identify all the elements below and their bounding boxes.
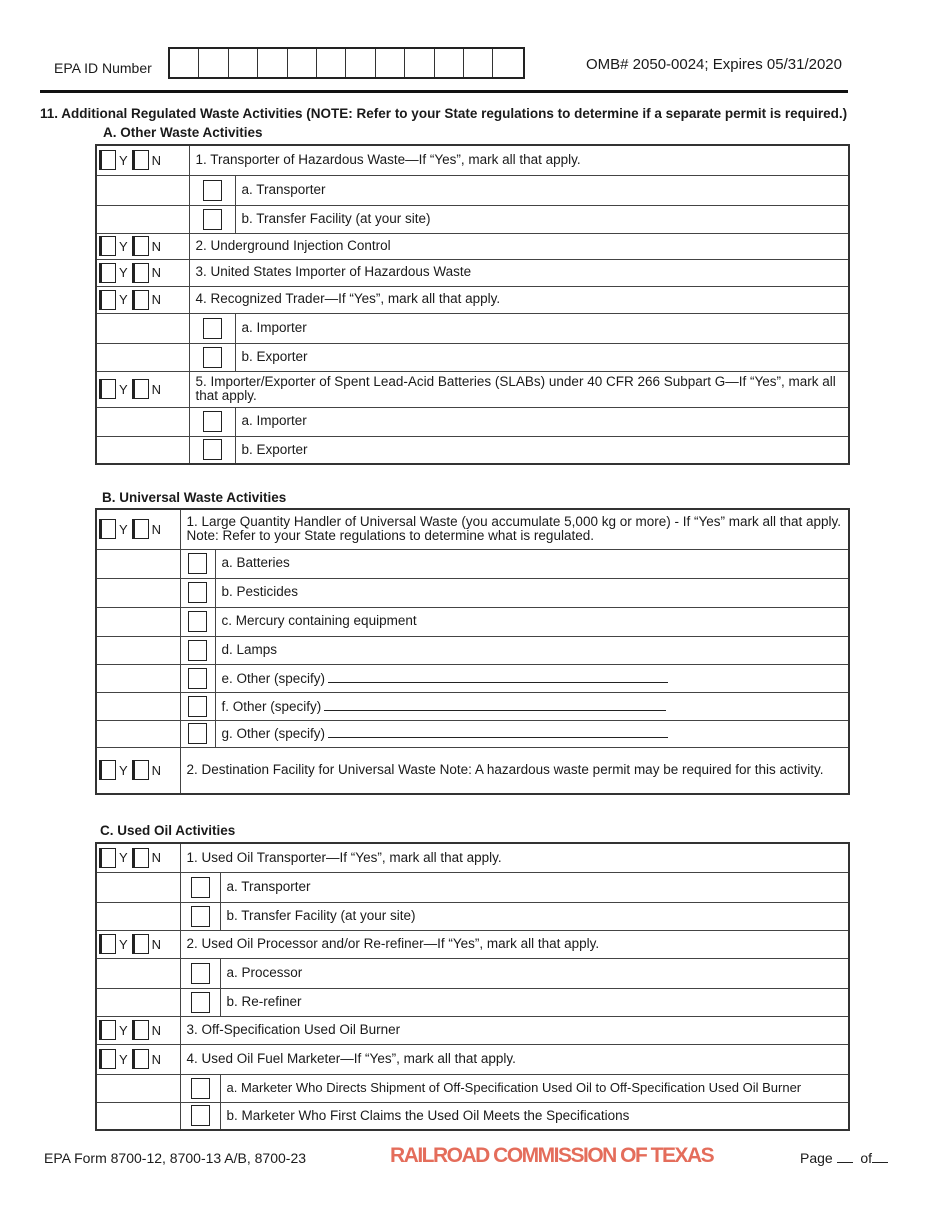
no-label: N xyxy=(151,762,162,778)
checkbox-b1d[interactable] xyxy=(188,640,207,661)
specify-line-g[interactable] xyxy=(328,725,668,738)
option-c2a: a. Processor xyxy=(220,958,849,988)
no-label: N xyxy=(151,265,162,280)
header-divider xyxy=(40,90,848,93)
yes-no-group xyxy=(97,1020,180,1040)
no-label: N xyxy=(151,1051,162,1067)
yes-label: Y xyxy=(119,381,128,397)
checkbox-c4b[interactable] xyxy=(191,1105,210,1126)
checkbox-b1c[interactable] xyxy=(188,611,207,632)
checkbox-b1f[interactable] xyxy=(188,696,207,717)
yes-label: Y xyxy=(119,1051,128,1067)
option-b1b: b. Pesticides xyxy=(215,578,849,607)
specify-line-e[interactable] xyxy=(328,670,668,683)
no-checkbox[interactable] xyxy=(132,1049,149,1069)
no-checkbox[interactable] xyxy=(132,934,149,954)
checkbox-b1g[interactable] xyxy=(188,723,207,744)
checkbox-c2a[interactable] xyxy=(191,963,210,984)
checkbox-b1e[interactable] xyxy=(188,668,207,689)
option-c4b: b. Marketer Who First Claims the Used Oil Meets the Specifications xyxy=(220,1102,849,1130)
yes-checkbox[interactable] xyxy=(99,150,116,170)
yes-no-group xyxy=(97,848,180,868)
epa-id-input[interactable] xyxy=(168,47,525,79)
yn-a1 xyxy=(96,145,189,175)
option-b1g: g. Other (specify) xyxy=(215,720,849,747)
yn-a4 xyxy=(96,286,189,313)
question-a1: 1. Transporter of Hazardous Waste—If “Yes”, mark all that apply. xyxy=(189,145,849,175)
yes-no-group xyxy=(97,379,189,399)
section-b-title: B. Universal Waste Activities xyxy=(102,490,287,505)
question-c2: 2. Used Oil Processor and/or Re-refiner—If “Yes”, mark all that apply. xyxy=(180,930,849,958)
question-c4: 4. Used Oil Fuel Marketer—If “Yes”, mark all that apply. xyxy=(180,1044,849,1074)
option-a4b: b. Exporter xyxy=(235,343,849,371)
option-c4a: a. Marketer Who Directs Shipment of Off-Specification Used Oil to Off-Specification Used Oil Burner xyxy=(220,1074,849,1102)
yes-label: Y xyxy=(119,152,128,168)
yes-no-group xyxy=(97,150,189,170)
omb-number: OMB# 2050-0024; Expires 05/31/2020 xyxy=(585,56,842,73)
yes-checkbox[interactable] xyxy=(99,263,116,283)
section-11-title: 11. Additional Regulated Waste Activities (NOTE: Refer to your State regulations to determine if a separate permit is required.) xyxy=(40,106,848,121)
yes-label: Y xyxy=(119,265,128,280)
no-label: N xyxy=(151,292,162,307)
no-checkbox[interactable] xyxy=(132,290,149,310)
yes-no-group xyxy=(97,290,189,310)
option-b1a: a. Batteries xyxy=(215,549,849,578)
option-a4a: a. Importer xyxy=(235,313,849,343)
question-c3: 3. Off-Specification Used Oil Burner xyxy=(180,1016,849,1044)
checkbox-c4a[interactable] xyxy=(191,1078,210,1099)
yn-a3 xyxy=(96,259,189,286)
no-checkbox[interactable] xyxy=(132,379,149,399)
section-a-table xyxy=(95,144,850,465)
no-checkbox[interactable] xyxy=(132,519,149,539)
section-c-title: C. Used Oil Activities xyxy=(100,823,236,838)
option-a5a: a. Importer xyxy=(235,407,849,436)
section-c-table xyxy=(95,842,850,1131)
yes-checkbox[interactable] xyxy=(99,379,116,399)
yn-a5 xyxy=(96,371,189,407)
yes-checkbox[interactable] xyxy=(99,1020,116,1040)
checkbox-a5a[interactable] xyxy=(203,411,222,432)
yes-label: Y xyxy=(119,238,128,254)
yes-checkbox[interactable] xyxy=(99,934,116,954)
no-label: N xyxy=(151,238,162,254)
option-c1b: b. Transfer Facility (at your site) xyxy=(220,902,849,930)
question-c1: 1. Used Oil Transporter—If “Yes”, mark all that apply. xyxy=(180,843,849,872)
no-label: N xyxy=(151,850,162,866)
yes-checkbox[interactable] xyxy=(99,290,116,310)
yn-a2 xyxy=(96,233,189,259)
yes-no-group xyxy=(97,263,189,283)
yn-b2 xyxy=(96,747,180,794)
specify-line-f[interactable] xyxy=(324,698,666,711)
question-a5: 5. Importer/Exporter of Spent Lead-Acid Batteries (SLABs) under 40 CFR 266 Subpart G—If “Yes”, mark all that apply. xyxy=(189,371,849,407)
no-label: N xyxy=(151,936,162,952)
question-a3: 3. United States Importer of Hazardous Waste xyxy=(189,259,849,286)
question-a4: 4. Recognized Trader—If “Yes”, mark all that apply. xyxy=(189,286,849,313)
option-a5b: b. Exporter xyxy=(235,436,849,464)
checkbox-c1b[interactable] xyxy=(191,906,210,927)
no-checkbox[interactable] xyxy=(132,236,149,256)
no-checkbox[interactable] xyxy=(132,1020,149,1040)
yes-label: Y xyxy=(119,936,128,952)
yes-label: Y xyxy=(119,292,128,307)
checkbox-a1a[interactable] xyxy=(203,180,222,201)
yn-c1 xyxy=(96,843,180,872)
question-a2: 2. Underground Injection Control xyxy=(189,233,849,259)
yes-label: Y xyxy=(119,521,128,537)
section-b-table xyxy=(95,508,850,795)
checkbox-a4b[interactable] xyxy=(203,347,222,368)
epa-id-label: EPA ID Number xyxy=(54,60,152,76)
no-checkbox[interactable] xyxy=(132,848,149,868)
yes-no-group xyxy=(97,519,180,539)
no-checkbox[interactable] xyxy=(132,760,149,780)
checkbox-c2b[interactable] xyxy=(191,992,210,1013)
yes-label: Y xyxy=(119,850,128,866)
page-of-indicator: Page of xyxy=(800,1150,888,1166)
checkbox-a1b[interactable] xyxy=(203,209,222,230)
option-b1e: e. Other (specify) xyxy=(215,664,849,692)
yes-no-group xyxy=(97,1049,180,1069)
yn-c3 xyxy=(96,1016,180,1044)
form-numbers: EPA Form 8700-12, 8700-13 A/B, 8700-23 xyxy=(44,1150,307,1166)
option-b1d: d. Lamps xyxy=(215,636,849,664)
option-a1a: a. Transporter xyxy=(235,175,849,205)
yes-no-group xyxy=(97,236,189,256)
option-a1b: b. Transfer Facility (at your site) xyxy=(235,205,849,233)
section-a-title: A. Other Waste Activities xyxy=(103,125,263,140)
yes-checkbox[interactable] xyxy=(99,760,116,780)
checkbox-b1b[interactable] xyxy=(188,582,207,603)
no-label: N xyxy=(151,381,162,397)
no-checkbox[interactable] xyxy=(132,150,149,170)
yes-no-group xyxy=(97,760,180,780)
yn-c2 xyxy=(96,930,180,958)
yes-checkbox[interactable] xyxy=(99,1049,116,1069)
question-b1: 1. Large Quantity Handler of Universal Waste (you accumulate 5,000 kg or more) - If “Yes” mark all that apply. Note: Refer to your State regulations to determine what is regulated. xyxy=(180,509,849,549)
yes-checkbox[interactable] xyxy=(99,519,116,539)
checkbox-a4a[interactable] xyxy=(203,318,222,339)
question-b2: 2. Destination Facility for Universal Waste Note: A hazardous waste permit may be required for this activity. xyxy=(180,747,849,794)
no-label: N xyxy=(151,152,162,168)
checkbox-b1a[interactable] xyxy=(188,553,207,574)
yes-checkbox[interactable] xyxy=(99,236,116,256)
no-checkbox[interactable] xyxy=(132,263,149,283)
option-b1f: f. Other (specify) xyxy=(215,692,849,720)
option-b1c: c. Mercury containing equipment xyxy=(215,607,849,636)
checkbox-c1a[interactable] xyxy=(191,877,210,898)
option-c1a: a. Transporter xyxy=(220,872,849,902)
page-total-blank[interactable] xyxy=(872,1150,888,1163)
yn-c4 xyxy=(96,1044,180,1074)
yes-label: Y xyxy=(119,1022,128,1038)
option-c2b: b. Re-refiner xyxy=(220,988,849,1016)
railroad-commission-stamp: RAILROAD COMMISSION OF TEXAS xyxy=(390,1144,714,1167)
yn-b1 xyxy=(96,509,180,549)
no-label: N xyxy=(151,1022,162,1038)
yes-checkbox[interactable] xyxy=(99,848,116,868)
yes-no-group xyxy=(97,934,180,954)
page-number-blank[interactable] xyxy=(837,1150,853,1163)
yes-label: Y xyxy=(119,762,128,778)
no-label: N xyxy=(151,521,162,537)
checkbox-a5b[interactable] xyxy=(203,439,222,460)
